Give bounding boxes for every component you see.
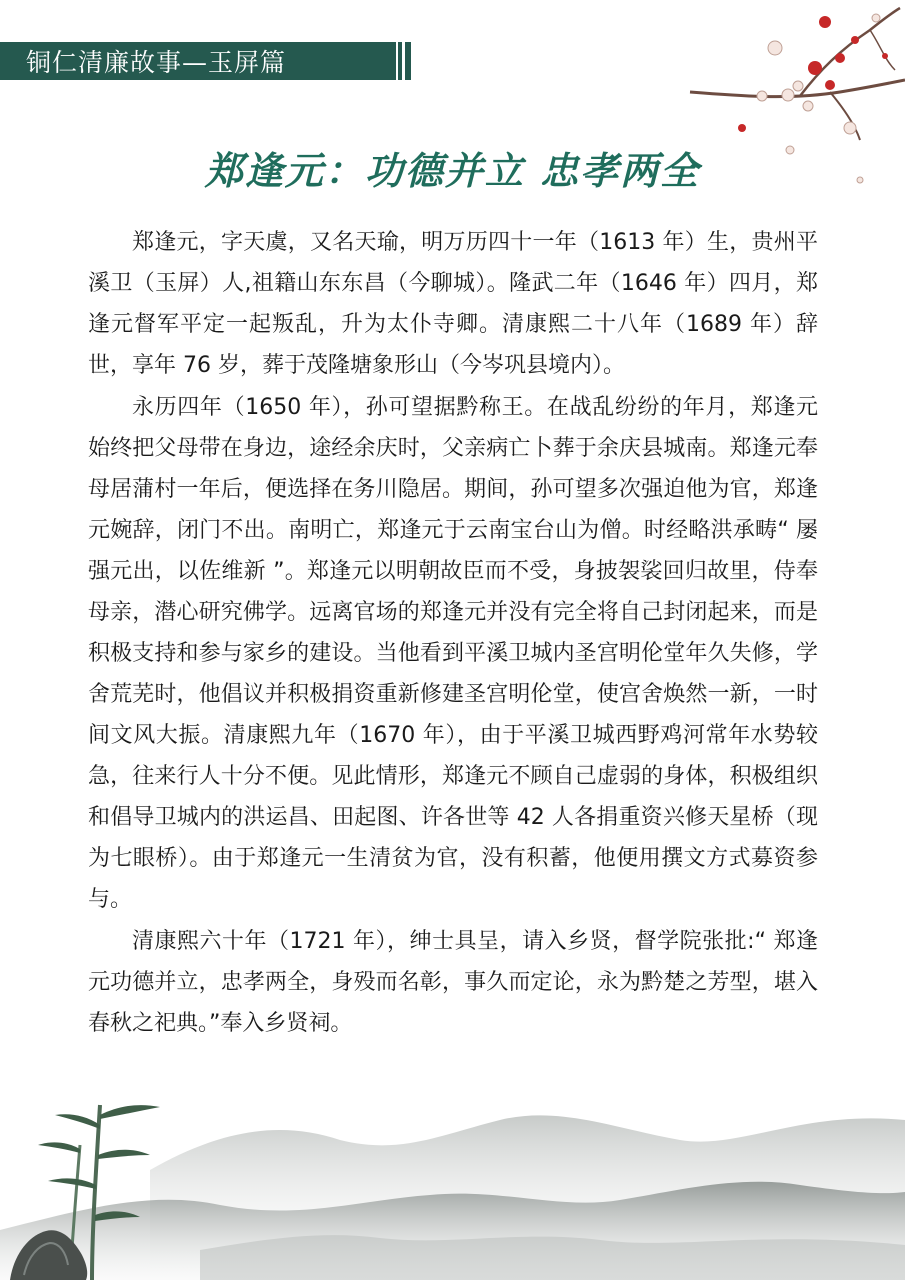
banner-divider: [398, 42, 402, 80]
bamboo-icon: [0, 1085, 170, 1280]
series-label: 铜仁清廉故事—玉屏篇: [26, 48, 287, 77]
page-title: 郑逢元：功德并立 忠孝两全: [204, 149, 701, 193]
mountain-landscape-icon: [0, 1080, 905, 1280]
article-body: [88, 222, 818, 1045]
banner-divider: [405, 42, 411, 80]
paragraph: 清康熙六十年（1721 年），绅士具呈，请入乡贤，督学院张批:“ 郑逢元功德并立，忠孝两全，身殁而名彰，事久而定论，永为黔楚之芳型，堪入春秋之祀典。”奉入乡贤祠。: [88, 929, 818, 1036]
paragraph: 永历四年（1650 年），孙可望据黔称王。在战乱纷纷的年月，郑逢元始终把父母带在身边，途经余庆时，父亲病亡卜葬于余庆县城南。郑逢元奉母居蒲村一年后，便选择在务川隐居。期间，孙可望多次强迫他为官，郑逢元婉辞，闭门不出。南明亡，郑逢元于云南宝台山为僧。时经略洪承畴“ 屡强元出，以佐维新 ”。郑逢元以明朝故臣而不受，身披袈裟回归故里，侍奉母亲，潜心研究佛学。远离官场的郑逢元并没有完全将自己封闭起来，而是积极支持和参与家乡的建设。当他看到平溪卫城内圣宫明伦堂年久失修，学舍荒芜时，他倡议并积极捐资重新修建圣宫明伦堂，使宫舍焕然一新，一时间文风大振。清康熙九年（1670 年），由于平溪卫城西野鸡河常年水势较急，往来行人十分不便。见此情形，郑逢元不顾自己虚弱的身体，积极组织和倡导卫城内的洪运昌、田起图、许各世等 42 人各捐重资兴修天星桥（现为七眼桥）。由于郑逢元一生清贫为官，没有积蓄，他便用撰文方式募资参与。: [88, 395, 818, 912]
header-banner: [0, 42, 396, 80]
paragraph: 郑逢元，字天虞，又名天瑜，明万历四十一年（1613 年）生，贵州平溪卫（玉屏）人,祖籍山东东昌（今聊城）。隆武二年（1646 年）四月，郑逢元督军平定一起叛乱，升为太仆寺卿。清康熙二十八年（1689 年）辞世，享年 76 岁，葬于茂隆塘象形山（今岑巩县境内）。: [88, 230, 818, 378]
